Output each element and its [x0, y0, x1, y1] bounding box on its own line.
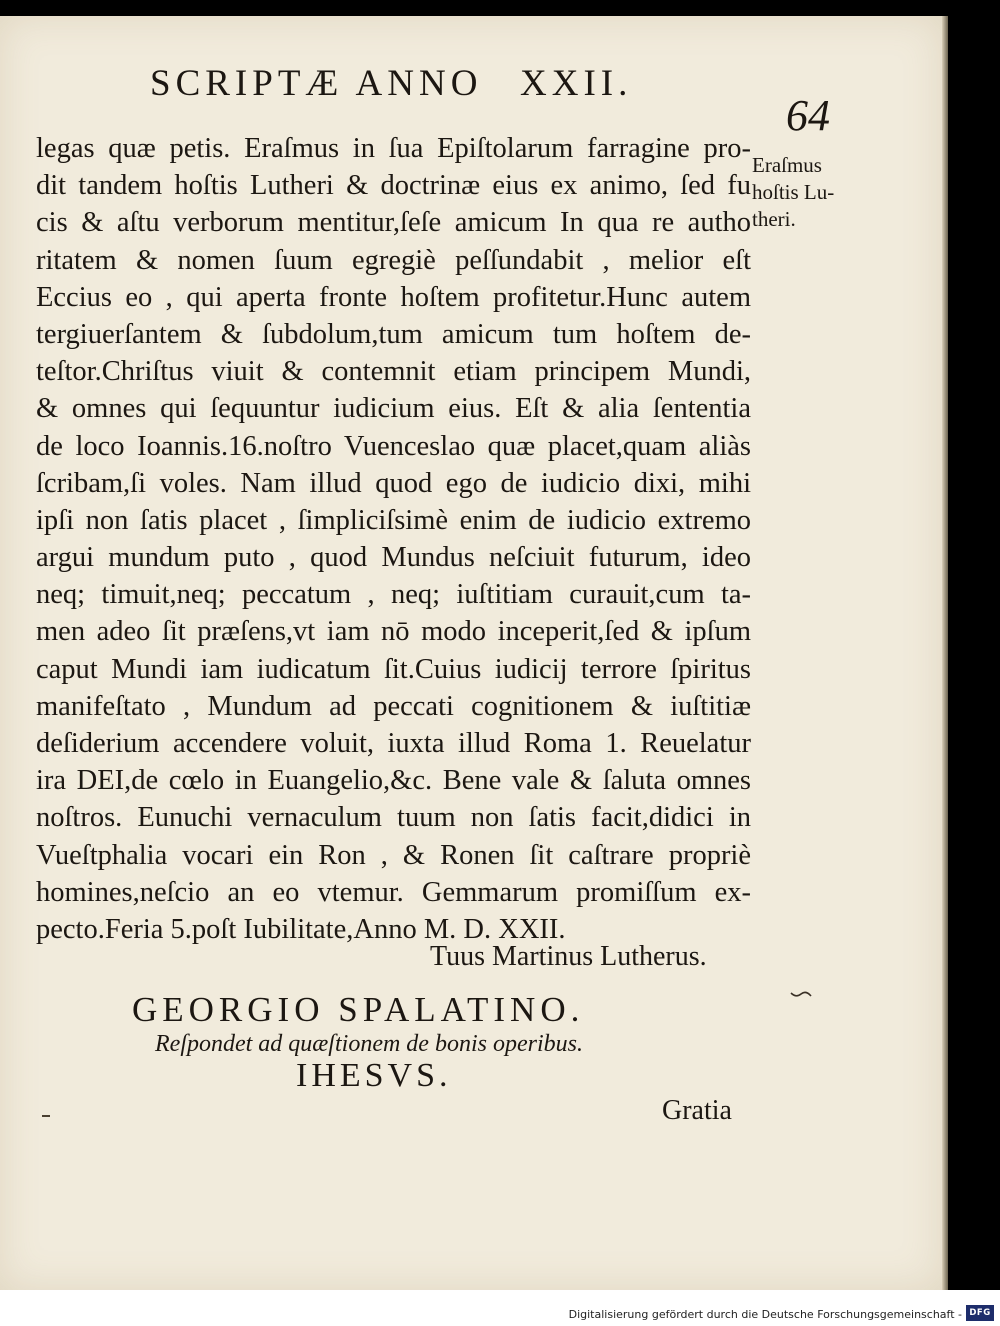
text-line: ritatem & nomen ſuum egregiè peſſundabit , melior eſt [36, 244, 751, 276]
text-line: deſiderium accendere voluit, iuxta illud Roma 1. Reuelatur [36, 728, 751, 759]
text-line: ipſi non ſatis placet , ſimpliciſsimè enim de iudicio extremo [36, 504, 751, 536]
text-line: cis & aſtu verborum mentitur,ſeſe amicum In qua re autho [36, 207, 751, 239]
text-line: tergiuerſantem & ſubdolum,tum amicum tum hoſtem de- [36, 318, 751, 350]
text-line: legas quæ petis. Eraſmus in ſua Epiſtolarum farragine pro- [36, 133, 751, 164]
text-line: & omnes qui ſequuntur iudicium eius. Eſt & alia ſententia [36, 393, 751, 425]
text-line: argui mundum puto , quod Mundus neſciuit futurum, ideo [36, 542, 751, 574]
text-line: men adeo ſit præſens,vt iam nō modo inceperit,ſed & ipſum [36, 616, 751, 648]
marginal-note-line: hoſtis Lu- [752, 180, 835, 204]
text-line: dit tandem hoſtis Lutheri & doctrinæ eius ex animo, ſed fu [36, 170, 751, 202]
text-line: homines,neſcio an eo vtemur. Gemmarum promiſſum ex- [36, 876, 751, 908]
marginal-note-line: theri. [752, 207, 796, 231]
text-line: teſtor.Chriſtus viuit & contemnit etiam principem Mundi, [36, 356, 751, 388]
text-line: caput Mundi iam iudicatum ſit.Cuius iudicij terrore ſpiritus [36, 653, 751, 685]
dfg-logo: DFG [966, 1305, 994, 1321]
page-edge [942, 16, 948, 1290]
folio-number: 64 [786, 91, 830, 140]
running-head-title: SCRIPTÆ ANNO [150, 63, 483, 104]
text-line: neq; timuit,neq; peccatum , neq; iuſtitiam curauit,cum ta- [36, 579, 751, 611]
text-line: de loco Ioannis.16.noſtro Vuenceslao quæ placet,quam aliàs [36, 430, 751, 462]
next-letter-addressee: GEORGIO SPALATINO. [132, 990, 585, 1029]
text-line: ira DEI,de cœlo in Euangelio,&c. Bene vale & ſaluta omnes [36, 765, 751, 797]
text-line: Eccius eo , qui aperta fronte hoſtem profitetur.Hunc autem [36, 281, 751, 313]
ink-mark [42, 1115, 50, 1117]
catchword: Gratia [662, 1095, 732, 1126]
marginal-note [752, 152, 834, 233]
text-line: ſcribam,ſi voles. Nam illud quod ego de iudicio dixi, mihi [36, 467, 751, 499]
letter-body [36, 130, 751, 948]
text-line: Vueſtphalia vocari ein Ron , & Ronen ſit caſtrare propriè [36, 839, 751, 871]
next-letter-invocation: IHESVS. [296, 1057, 452, 1094]
running-head-year: XXII. [520, 63, 633, 104]
ink-mark [790, 990, 812, 1000]
footer-credit: Digitalisierung gefördert durch die Deutsche Forschungsgemeinschaft - [568, 1308, 962, 1321]
text-line: noſtros. Eunuchi vernaculum tuum non ſatis facit,didici in [36, 802, 751, 834]
marginal-note-line: Eraſmus [752, 153, 822, 177]
text-line: manifeſtato , Mundum ad peccati cognitionem & iuſtitiæ [36, 690, 751, 722]
next-letter-subtitle: Reſpondet ad quæſtionem de bonis operibus. [155, 1031, 583, 1057]
text-line: pecto.Feria 5.poſt Iubilitate,Anno M. D. XXII. [36, 913, 566, 945]
signature: Tuus Martinus Lutherus. [430, 941, 707, 972]
